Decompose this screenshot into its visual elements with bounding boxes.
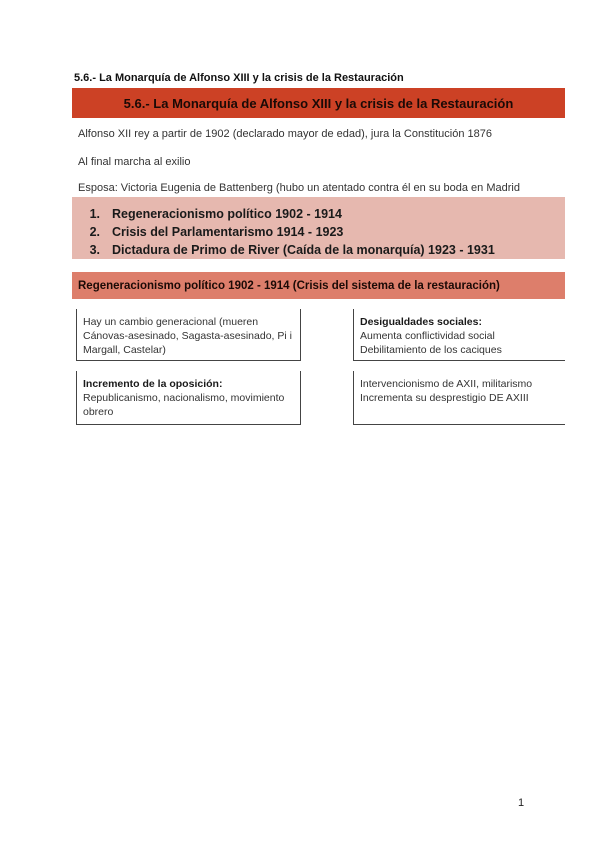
opposition-box <box>76 371 301 425</box>
interventionism-line: Intervencionismo de AXII, militarismo <box>360 378 533 390</box>
generational-change-text: Hay un cambio generacional (mueren Cánovas-asesinado, Sagasta-asesinado, Pi i Margall, Castelar) <box>83 316 292 356</box>
social-inequality-line: Aumenta conflictividad social <box>360 330 495 342</box>
period-text: Regeneracionismo político 1902 - 1914 <box>112 207 342 221</box>
period-number: 3. <box>89 243 100 257</box>
social-inequality-label: Desigualdades sociales: <box>360 316 482 328</box>
interventionism-box <box>353 371 565 425</box>
opposition-text: Republicanismo, nacionalismo, movimiento obrero <box>83 392 285 418</box>
section-banner: Regeneracionismo político 1902 - 1914 (Crisis del sistema de la restauración) <box>72 272 565 299</box>
period-number: 2. <box>89 225 100 239</box>
social-inequality-line: Debilitamiento de los caciques <box>360 344 502 356</box>
intro-line-king: Alfonso XII rey a partir de 1902 (declarado mayor de edad), jura la Constitución 1876 <box>78 128 492 140</box>
intro-line-exile: Al final marcha al exilio <box>78 156 191 168</box>
period-item <box>72 223 565 241</box>
title-banner <box>72 88 565 118</box>
page-heading: 5.6.- La Monarquía de Alfonso XIII y la crisis de la Restauración <box>74 72 404 84</box>
intro-line-wife: Esposa: Victoria Eugenia de Battenberg (hubo un atentado contra él en su boda en Madrid <box>78 182 520 194</box>
social-inequality-box <box>353 309 565 361</box>
period-text: Dictadura de Primo de River (Caída de la monarquía) 1923 - 1931 <box>112 243 495 257</box>
period-list <box>72 197 565 259</box>
page-number: 1 <box>518 797 525 809</box>
period-item <box>72 205 565 223</box>
period-text: Crisis del Parlamentarismo 1914 - 1923 <box>112 225 344 239</box>
period-number: 1. <box>89 207 100 221</box>
interventionism-line: Incrementa su desprestigio DE AXIII <box>360 392 529 404</box>
opposition-label: Incremento de la oposición: <box>83 378 223 390</box>
period-item <box>72 241 565 259</box>
title-banner-text: 5.6.- La Monarquía de Alfonso XIII y la crisis de la Restauración <box>123 95 514 111</box>
generational-change-box <box>76 309 301 361</box>
